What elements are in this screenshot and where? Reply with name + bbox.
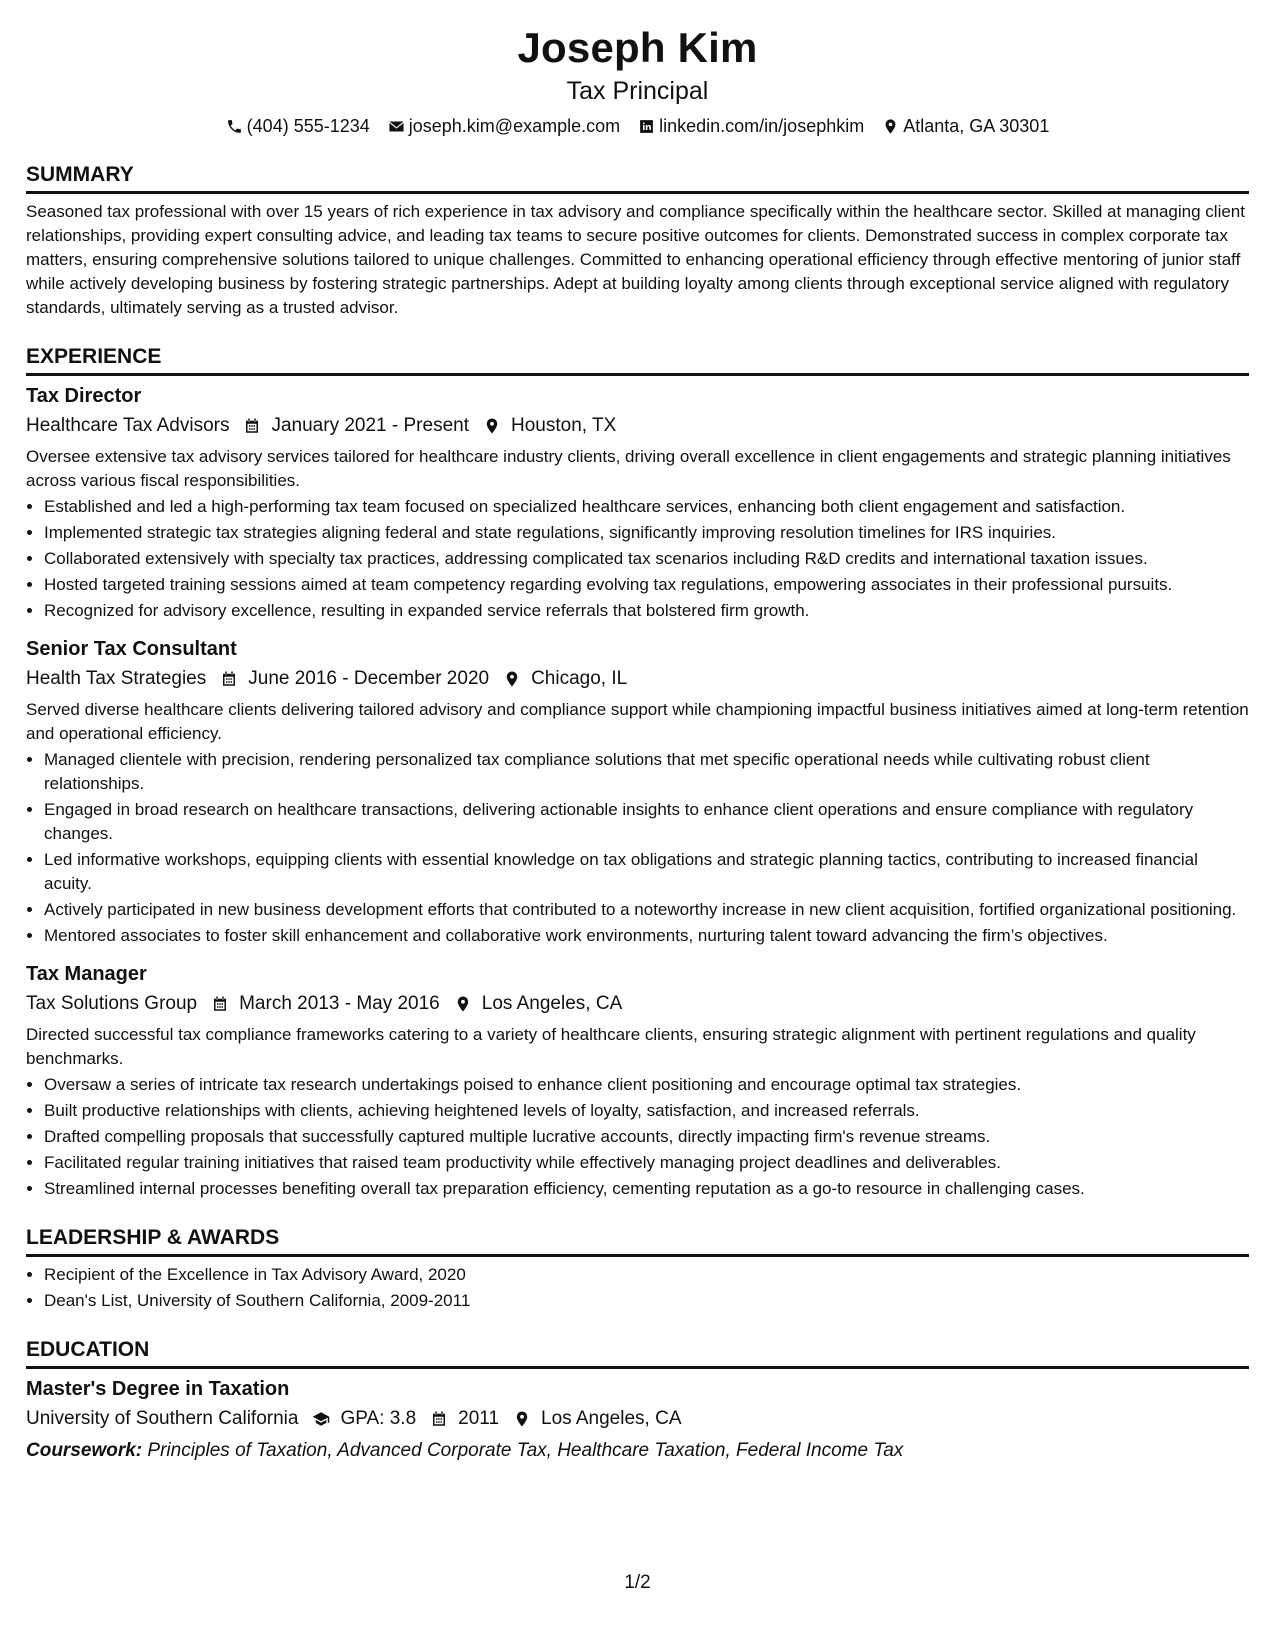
section-title-leadership: LEADERSHIP & AWARDS [26,1225,1249,1257]
job-meta [26,412,1249,440]
list-item: • Collaborated extensively with specialty tax practices, addressing complicated tax scenarios including R&D credits and international taxation issues. [44,547,1249,571]
list-item: • Oversaw a series of intricate tax research undertakings poised to enhance client positioning and encourage optimal tax strategies. [44,1073,1249,1097]
job-title: Senior Tax Consultant [26,638,237,660]
email-text: joseph.kim@example.com [408,116,621,136]
contact-linkedin[interactable] [638,114,864,138]
summary-text: Seasoned tax professional with over 15 years of rich experience in tax advisory and compliance specifically within the healthcare sector. Skilled at managing client relationships, providing expert consulting advice, and leading tax teams to secure positive outcomes for clients. Demonstrated success in complex corporate tax matters, ensuring comprehensive solutions tailored to unique challenges. Committed to enhancing operational efficiency through effective mentoring of junior staff while actively developing business by fostering strategic partnerships. Adept at building loyalty among clients through exceptional service aligned with regulatory standards, ultimately serving as a trusted advisor. [26,202,1245,317]
list-item: • Drafted compelling proposals that successfully captured multiple lucrative accounts, directly impacting firm's revenue streams. [44,1125,1249,1149]
job-dates: March 2013 - May 2016 [239,993,440,1014]
calendar-icon [220,670,238,688]
school-name: University of Southern California [26,1408,299,1429]
job-title: Tax Director [26,385,142,407]
job-company: Healthcare Tax Advisors [26,415,230,436]
summary-section [26,162,1249,320]
calendar-icon [430,1410,448,1428]
list-item: • Streamlined internal processes benefiting overall tax preparation efficiency, cementing reputation as a go-to resource in challenging cases. [44,1177,1249,1201]
job-description: Directed successful tax compliance frameworks catering to a variety of healthcare clients, ensuring strategic alignment with pertinent regulations and quality benchmarks. [26,1025,1196,1068]
location-text: Atlanta, GA 30301 [903,116,1050,136]
phone-icon [226,118,243,135]
contact-location [882,114,1049,138]
job-location: Houston, TX [511,415,617,436]
page-number: 1/2 [624,1572,651,1593]
list-item: • Dean's List, University of Southern California, 2009-2011 [44,1289,1249,1313]
contact-phone[interactable] [226,114,370,138]
list-item: • Recipient of the Excellence in Tax Advisory Award, 2020 [44,1263,1249,1287]
calendar-icon [211,995,229,1013]
list-item: • Facilitated regular training initiatives that raised team productivity while effectively managing project deadlines and deliverables. [44,1151,1249,1175]
job-location: Chicago, IL [531,668,628,689]
graduation-cap-icon [312,1410,330,1428]
job-bullets [26,495,1249,623]
list-item: • Managed clientele with precision, rendering personalized tax compliance solutions that met specific operational needs while cultivating robust client relationships. [44,748,1249,796]
calendar-icon [243,417,261,435]
list-item: • Built productive relationships with clients, achieving heightened levels of loyalty, satisfaction, and increased referrals. [44,1099,1249,1123]
section-title-education: EDUCATION [26,1337,1249,1369]
envelope-icon [388,118,405,135]
list-item: • Established and led a high-performing tax team focused on specialized healthcare services, enhancing both client engagement and satisfaction. [44,495,1249,519]
school-location: Los Angeles, CA [541,1408,682,1429]
job-dates: June 2016 - December 2020 [248,668,490,689]
job-location: Los Angeles, CA [481,993,623,1014]
job-meta [26,990,1249,1018]
map-pin-icon [503,670,521,688]
map-pin-icon [513,1410,531,1428]
job-title: Tax Manager [26,963,147,985]
list-item: • Recognized for advisory excellence, resulting in expanded service referrals that bolstered firm growth. [44,599,1249,623]
coursework [26,1438,1249,1464]
job-company: Tax Solutions Group [26,993,198,1014]
job-description: Served diverse healthcare clients delivering tailored advisory and compliance support while championing impactful business initiatives aimed at long-term retention and operational efficiency. [26,700,1249,743]
education-section [26,1337,1249,1464]
job-description: Oversee extensive tax advisory services tailored for healthcare industry clients, driving overall excellence in client engagements and strategic planning initiatives across various fiscal responsibilities. [26,447,1231,490]
job-company: Health Tax Strategies [26,668,207,689]
job-entry [26,382,1249,623]
awards-list [26,1263,1249,1313]
list-item: • Implemented strategic tax strategies aligning federal and state regulations, significantly improving resolution timelines for IRS inquiries. [44,521,1249,545]
job-bullets [26,748,1249,948]
experience-section [26,344,1249,1201]
linkedin-icon [638,118,655,135]
job-entry [26,635,1249,948]
coursework-label: Coursework: [26,1440,143,1461]
map-pin-icon [454,995,472,1013]
coursework-text: Principles of Taxation, Advanced Corporate Tax, Healthcare Taxation, Federal Income Tax [147,1440,904,1461]
resume-header [26,22,1249,138]
gpa-text: GPA: 3.8 [340,1408,417,1429]
candidate-role: Tax Principal [566,77,709,105]
education-meta [26,1405,1249,1433]
contact-email[interactable] [388,114,620,138]
job-bullets [26,1073,1249,1201]
job-dates: January 2021 - Present [271,415,469,436]
list-item: • Engaged in broad research on healthcare transactions, delivering actionable insights to enhance client operations and ensure compliance with regulatory changes. [44,798,1249,846]
list-item: • Actively participated in new business development efforts that contributed to a noteworthy increase in new client acquisition, fortified organizational positioning. [44,898,1249,922]
section-title-summary: SUMMARY [26,162,1249,194]
list-item: • Hosted targeted training sessions aimed at team competency regarding evolving tax regulations, empowering associates in their professional pursuits. [44,573,1249,597]
phone-text: (404) 555-1234 [246,116,370,136]
list-item: • Mentored associates to foster skill enhancement and collaborative work environments, nurturing talent toward advancing the firm’s objectives. [44,924,1249,948]
map-pin-icon [483,417,501,435]
section-title-experience: EXPERIENCE [26,344,1249,376]
contact-bar [26,114,1249,138]
job-meta [26,665,1249,693]
candidate-name: Joseph Kim [517,24,758,71]
list-item: • Led informative workshops, equipping clients with essential knowledge on tax obligations and strategic planning tactics, contributing to increased financial acuity. [44,848,1249,896]
linkedin-text: linkedin.com/in/josephkim [659,116,865,136]
leadership-section [26,1225,1249,1313]
graduation-year: 2011 [458,1408,500,1429]
map-pin-icon [882,118,899,135]
degree-title: Master's Degree in Taxation [26,1378,290,1400]
job-entry [26,960,1249,1201]
